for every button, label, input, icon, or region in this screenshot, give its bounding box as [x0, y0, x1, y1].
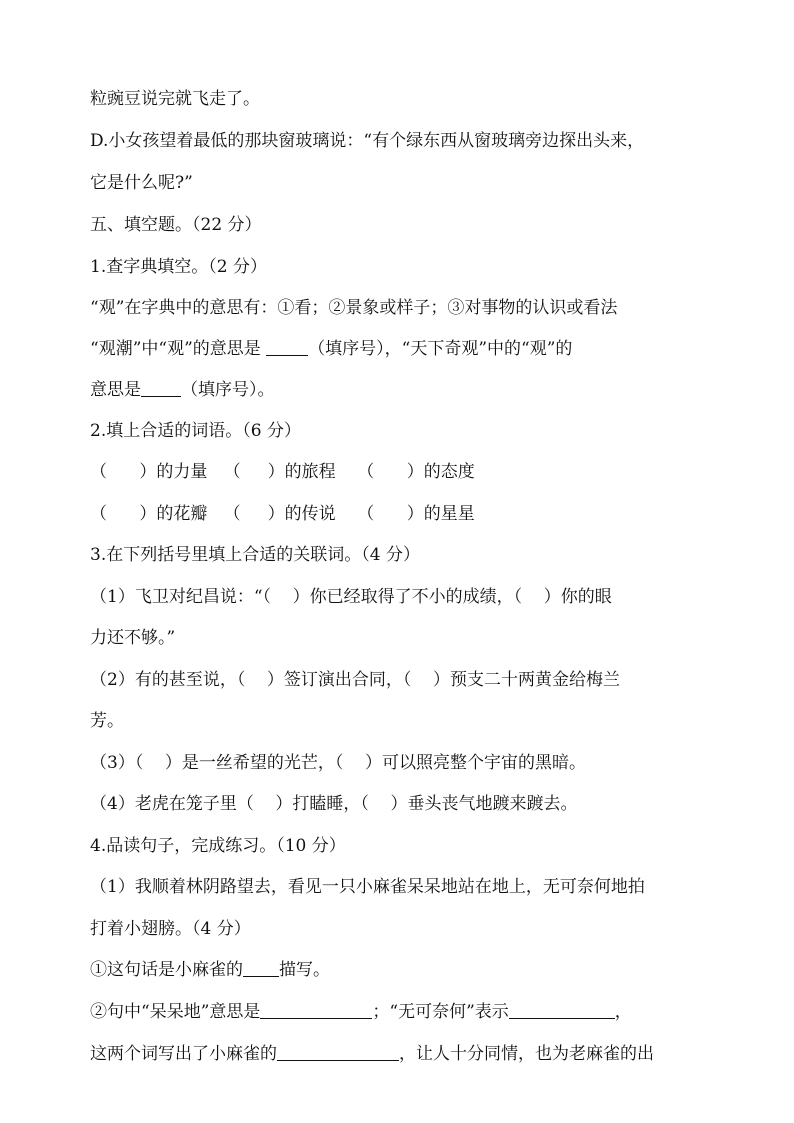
text-line: （4）老虎在笼子里（ ）打瞌睡，（ ）垂头丧气地踱来踱去。: [90, 794, 578, 814]
text-line: [90, 338, 710, 360]
question-heading: 3.在下列括号里填上合适的关联词。（4 分）: [90, 545, 420, 565]
text-line: （1）我顺着林阴路望去，看见一只小麻雀呆呆地站在地上，无可奈何地拍: [90, 877, 645, 897]
text-line: （ ）的花瓣 （ ）的传说 （ ）的星星: [90, 504, 475, 524]
text-segment: （填序号）。: [181, 380, 275, 400]
answer-blank[interactable]: [243, 960, 279, 977]
text-line: 力还不够。”: [90, 628, 176, 648]
answer-blank[interactable]: [266, 339, 308, 356]
answer-blank[interactable]: [141, 380, 181, 397]
text-line: （1）飞卫对纪昌说：“（ ）你已经取得了不小的成绩，（ ）你的眼: [90, 587, 612, 607]
text-segment: 意思是: [90, 380, 141, 400]
text-line: [90, 379, 710, 401]
text-line: 芳。: [90, 711, 124, 731]
text-segment: ，: [614, 1002, 632, 1022]
text-line: （ ）的力量 （ ）的旅程 （ ）的态度: [90, 462, 475, 482]
text-segment: （填序号），“天下奇观”中的“观”的: [308, 339, 573, 359]
answer-blank[interactable]: [277, 1044, 399, 1061]
text-segment: ；“无可奈何”表示: [372, 1002, 509, 1022]
text-line: 粒豌豆说完就飞走了。: [90, 89, 260, 109]
text-line: [90, 1043, 710, 1065]
text-line: 打着小翅膀。（4 分）: [90, 919, 251, 939]
answer-blank[interactable]: [260, 1002, 372, 1019]
text-segment: ①这句话是小麻雀的: [90, 960, 243, 980]
answer-blank[interactable]: [509, 1002, 615, 1019]
text-line: （3）（ ）是一丝希望的光芒，（ ）可以照亮整个宇宙的黑暗。: [90, 753, 587, 773]
text-line: [90, 1001, 710, 1023]
text-segment: “观潮”中“观”的意思是: [90, 339, 267, 359]
question-heading: 1.查字典填空。（2 分）: [90, 257, 267, 277]
text-segment: 描写。: [279, 960, 330, 980]
question-heading: 2.填上合适的词语。（6 分）: [90, 421, 301, 441]
text-line: [90, 959, 710, 981]
text-segment: 这两个词写出了小麻雀的: [90, 1044, 277, 1064]
text-segment: ，让人十分同情，也为老麻雀的出: [399, 1044, 654, 1064]
section-heading: 五、填空题。（22 分）: [90, 215, 262, 235]
text-line: D.小女孩望着最低的那块窗玻璃说：“有个绿东西从窗玻璃旁边探出头来，: [90, 131, 645, 151]
text-line: 它是什么呢?”: [90, 173, 193, 193]
text-line: （2）有的甚至说，（ ）签订演出合同，（ ）预支二十两黄金给梅兰: [90, 670, 621, 690]
text-segment: ②句中“呆呆地”意思是: [90, 1002, 261, 1022]
question-heading: 4.品读句子，完成练习。（10 分）: [90, 836, 346, 856]
text-line: “观”在字典中的意思有：①看；②景象或样子；③对事物的认识或看法: [90, 298, 618, 318]
